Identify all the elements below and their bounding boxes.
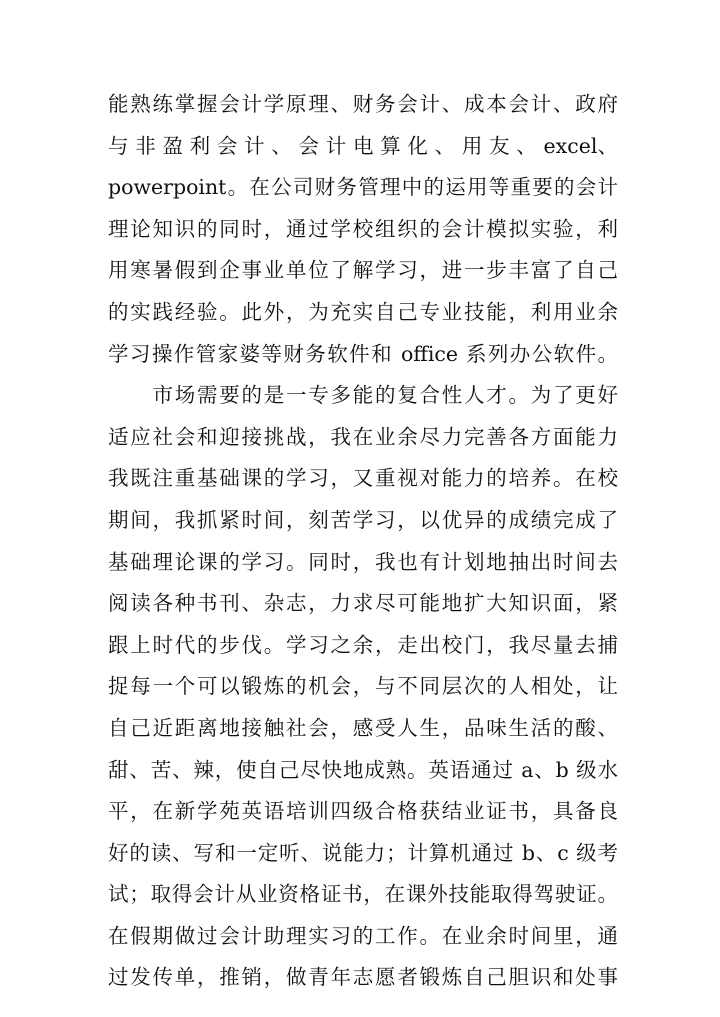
text-line: 跟上时代的步伐。学习之余，走出校门，我尽量去捕 — [108, 632, 618, 657]
text-line: 用寒暑假到企事业单位了解学习，进一步丰富了自己 — [108, 258, 618, 283]
text-line: 能熟练掌握会计学原理、财务会计、成本会计、政府 — [108, 92, 618, 116]
body-text — [108, 84, 618, 999]
text-line: 甜、苦、辣，使自己尽快地成熟。英语通过 a、b 级水 — [108, 757, 618, 782]
paragraph-start-line: 市场需要的是一专多能的复合性人才。为了更好 — [108, 383, 618, 408]
text-line: 自己近距离地接触社会，感受人生，品味生活的酸、 — [108, 715, 618, 740]
text-line: 在假期做过会计助理实习的工作。在业余时间里，通 — [108, 923, 618, 948]
text-line: 与 非 盈 利 会 计 、 会 计 电 算 化 、 用 友 、 excel、 — [108, 133, 618, 158]
text-line: 阅读各种书刊、杂志，力求尽可能地扩大知识面，紧 — [108, 591, 618, 616]
text-line: 平，在新学苑英语培训四级合格获结业证书，具备良 — [108, 799, 618, 824]
text-line: 期间，我抓紧时间，刻苦学习，以优异的成绩完成了 — [108, 507, 618, 532]
text-line: 理论知识的同时，通过学校组织的会计模拟实验，利 — [108, 216, 618, 241]
text-line: 的实践经验。此外，为充实自己专业技能，利用业余 — [108, 299, 618, 324]
text-line: powerpoint。在公司财务管理中的运用等重要的会计 — [108, 175, 618, 200]
text-line: 我既注重基础课的学习，又重视对能力的培养。在校 — [108, 466, 618, 491]
text-line: 试；取得会计从业资格证书，在课外技能取得驾驶证。 — [108, 882, 618, 907]
text-line: 捉每一个可以锻炼的机会，与不同层次的人相处，让 — [108, 674, 618, 699]
text-line: 过发传单，推销，做青年志愿者锻炼自己胆识和处事 — [108, 965, 618, 990]
text-line: 基础理论课的学习。同时，我也有计划地抽出时间去 — [108, 549, 618, 574]
text-line: 适应社会和迎接挑战，我在业余尽力完善各方面能力 — [108, 424, 618, 449]
text-line: 学习操作管家婆等财务软件和 office 系列办公软件。 — [108, 341, 618, 366]
text-line: 好的读、写和一定听、说能力；计算机通过 b、c 级考 — [108, 840, 618, 865]
